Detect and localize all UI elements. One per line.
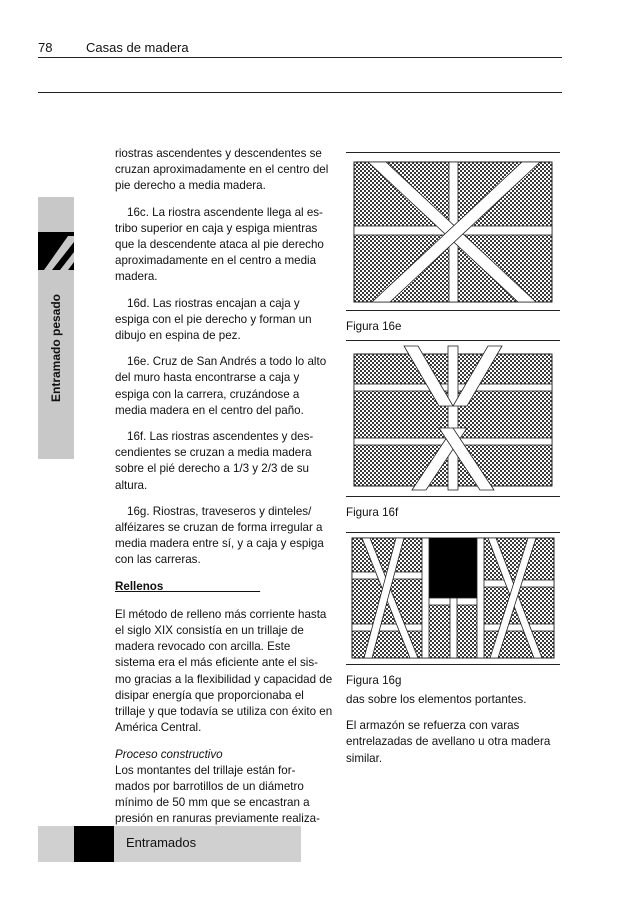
figure-rule: [346, 664, 560, 665]
footer-label: Entramados: [126, 835, 197, 850]
paragraph-16d: 16d. Las riostras encajan a caja y espiga con el pie derecho y forman un dibujo en espina de pez.: [115, 296, 312, 343]
footer-marker: [74, 826, 114, 862]
figure-rule: [346, 496, 560, 497]
paragraph-16c: 16c. La riostra ascendente llega al es- tribo superior en caja y espiga mientras que la descendente ataca al pie derecho aproximadamente en el centro a media madera.: [115, 205, 324, 284]
paragraph-16e: 16e. Cruz de San Andrés a todo lo alto del muro hasta encontrarse a caja y espiga con la carrera, cruzándose a media madera en el centro del paño.: [115, 355, 327, 417]
figure-rule: [346, 152, 560, 153]
sidebar-label: Entramado pesado: [49, 293, 63, 403]
paragraph-proceso: Los montantes del trillaje están for- mados por barrotillos de un diámetro mínimo de 50 mm que se encastran a presión en ranuras previamente realiza-: [115, 763, 320, 826]
right-column: [346, 692, 562, 777]
section-heading: Rellenos_______________: [115, 579, 261, 593]
figure-16f-diagram: [346, 344, 560, 492]
left-column: [115, 146, 333, 828]
figure-rule: [346, 310, 560, 311]
figure-rule: [346, 532, 560, 533]
figure-rule: [346, 340, 560, 341]
figure-caption-16f: Figura 16f: [346, 506, 399, 519]
subheading: Proceso constructivo: [115, 747, 223, 761]
header-rule-2: [38, 92, 562, 93]
paragraph: riostras ascendentes y descendentes se cruzan aproximadamente en el centro del pie derecho a media madera.: [115, 147, 329, 193]
page-number: 78: [38, 40, 53, 55]
figure-16e-diagram: [346, 156, 560, 308]
figure-caption-16e: Figura 16e: [346, 320, 402, 333]
header-rule: [38, 57, 562, 58]
paragraph-rellenos: El método de relleno más corriente hasta el siglo XIX consistía en un trillaje de madera revocado con arcilla. Este sistema era el más eficiente ante el sis- mo gracias a la flexibilidad y capacidad de disipar energía que proporcionaba el trillaje y que todavía se utiliza con éxito en América Central.: [115, 607, 333, 735]
paragraph-16g: 16g. Riostras, traveseros y dinteles/ alféizares se cruzan de forma irregular a media madera entre sí, y a caja y espiga con las carreras.: [115, 504, 324, 567]
paragraph-16f: 16f. Las riostras ascendentes y des- cendientes se cruzan a media madera sobre el pié derecho a 1/3 y 2/3 de su altura.: [115, 430, 314, 492]
paragraph: das sobre los elementos portantes.: [346, 693, 527, 706]
paragraph: El armazón se refuerza con varas entrelazadas de avellano u otra madera similar.: [346, 719, 551, 765]
running-title: Casas de madera: [86, 40, 189, 55]
figure-caption-16g: Figura 16g: [346, 674, 402, 687]
figure-16g-diagram: [346, 536, 560, 662]
